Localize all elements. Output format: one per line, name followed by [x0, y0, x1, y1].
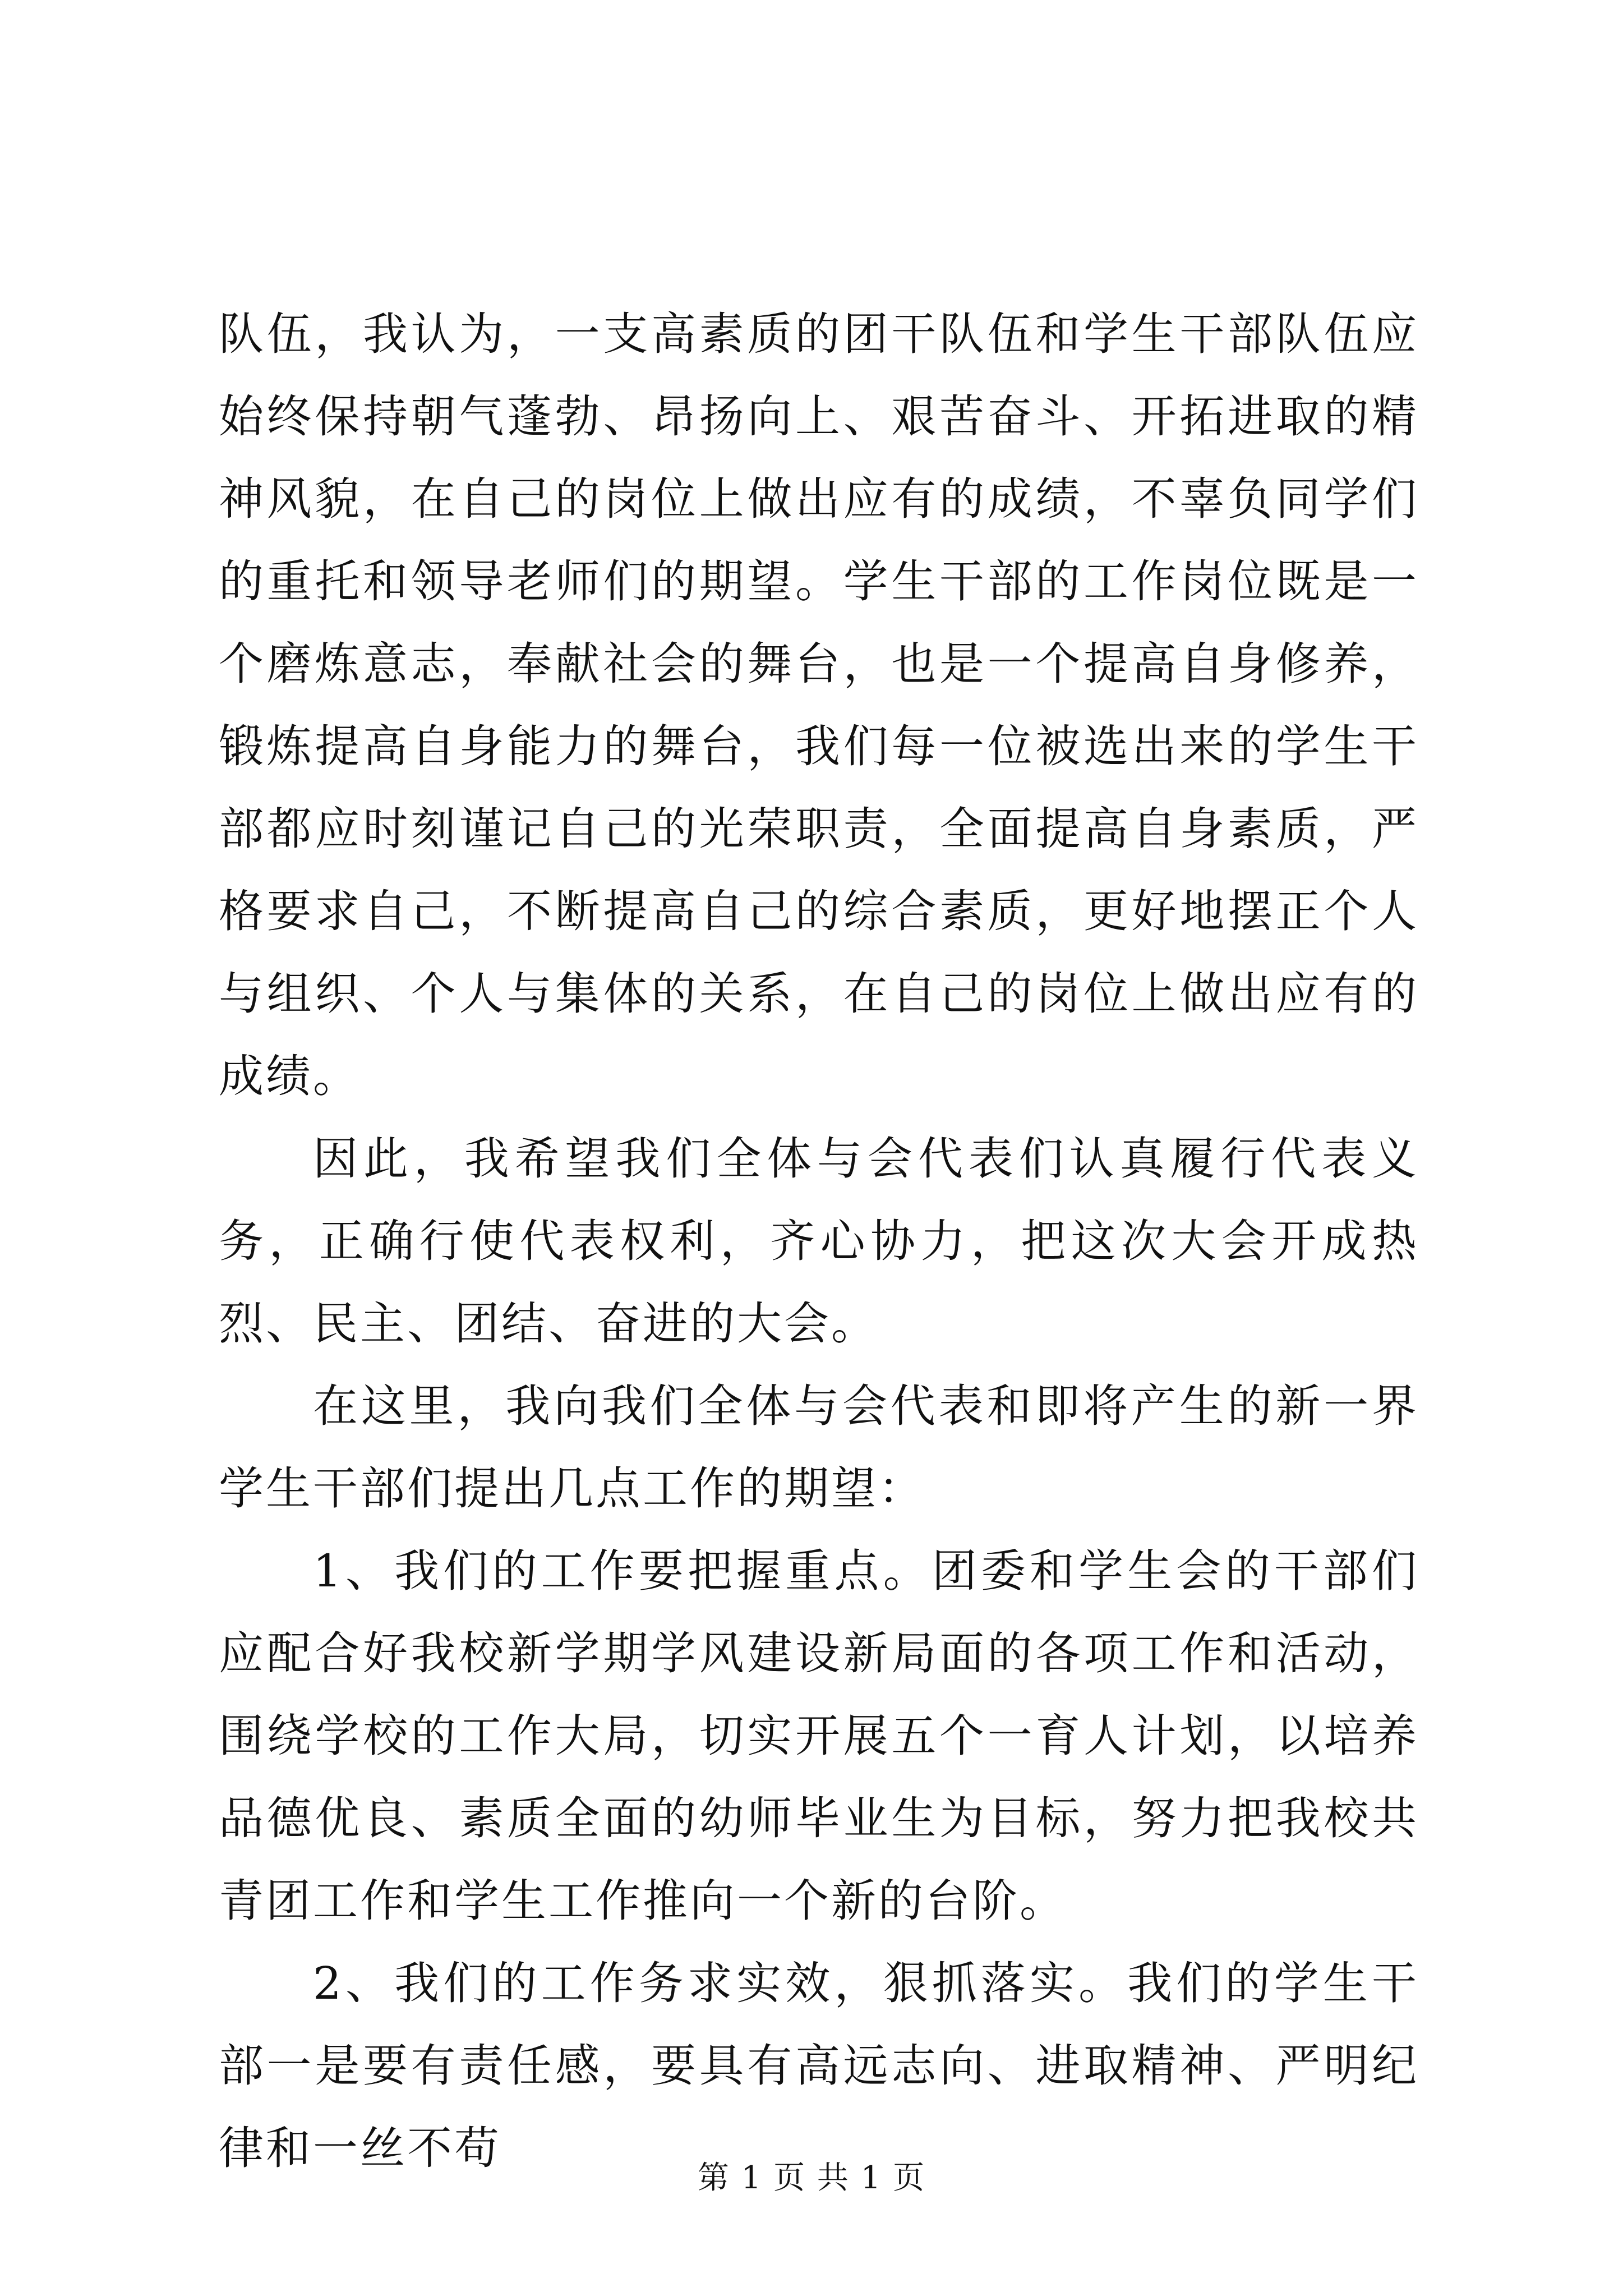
paragraph-5: 2、我们的工作务求实效，狠抓落实。我们的学生干部一是要有责任感，要具有高远志向、进取精神、严明纪律和一丝不苟 [219, 1957, 1419, 2174]
paragraph-4: 1、我们的工作要把握重点。团委和学生会的干部们应配合好我校新学期学风建设新局面的各项工作和活动，围绕学校的工作大局，切实开展五个一育人计划，以培养品德优良、素质全面的幼师毕业生为目标，努力把我校共青团工作和学生工作推向一个新的台阶。 [219, 1545, 1419, 1927]
paragraph-2: 因此，我希望我们全体与会代表们认真履行代表义务，正确行使代表权利，齐心协力，把这次大会开成热烈、民主、团结、奋进的大会。 [219, 1133, 1419, 1350]
paragraph-1: 队伍，我认为，一支高素质的团干队伍和学生干部队伍应始终保持朝气蓬勃、昂扬向上、艰苦奋斗、开拓进取的精神风貌，在自己的岗位上做出应有的成绩，不辜负同学们的重托和领导老师们的期望。学生干部的工作岗位既是一个磨炼意志，奉献社会的舞台，也是一个提高自身修养，锻炼提高自身能力的舞台，我们每一位被选出来的学生干部都应时刻谨记自己的光荣职责，全面提高自身素质，严格要求自己，不断提高自己的综合素质，更好地摆正个人与组织、个人与集体的关系，在自己的岗位上做出应有的成绩。 [219, 308, 1419, 1102]
document-body [219, 293, 1419, 2189]
paragraph-3: 在这里，我向我们全体与会代表和即将产生的新一界学生干部们提出几点工作的期望： [219, 1380, 1419, 1515]
page-footer: 第 1 页 共 1 页 [697, 2160, 926, 2196]
